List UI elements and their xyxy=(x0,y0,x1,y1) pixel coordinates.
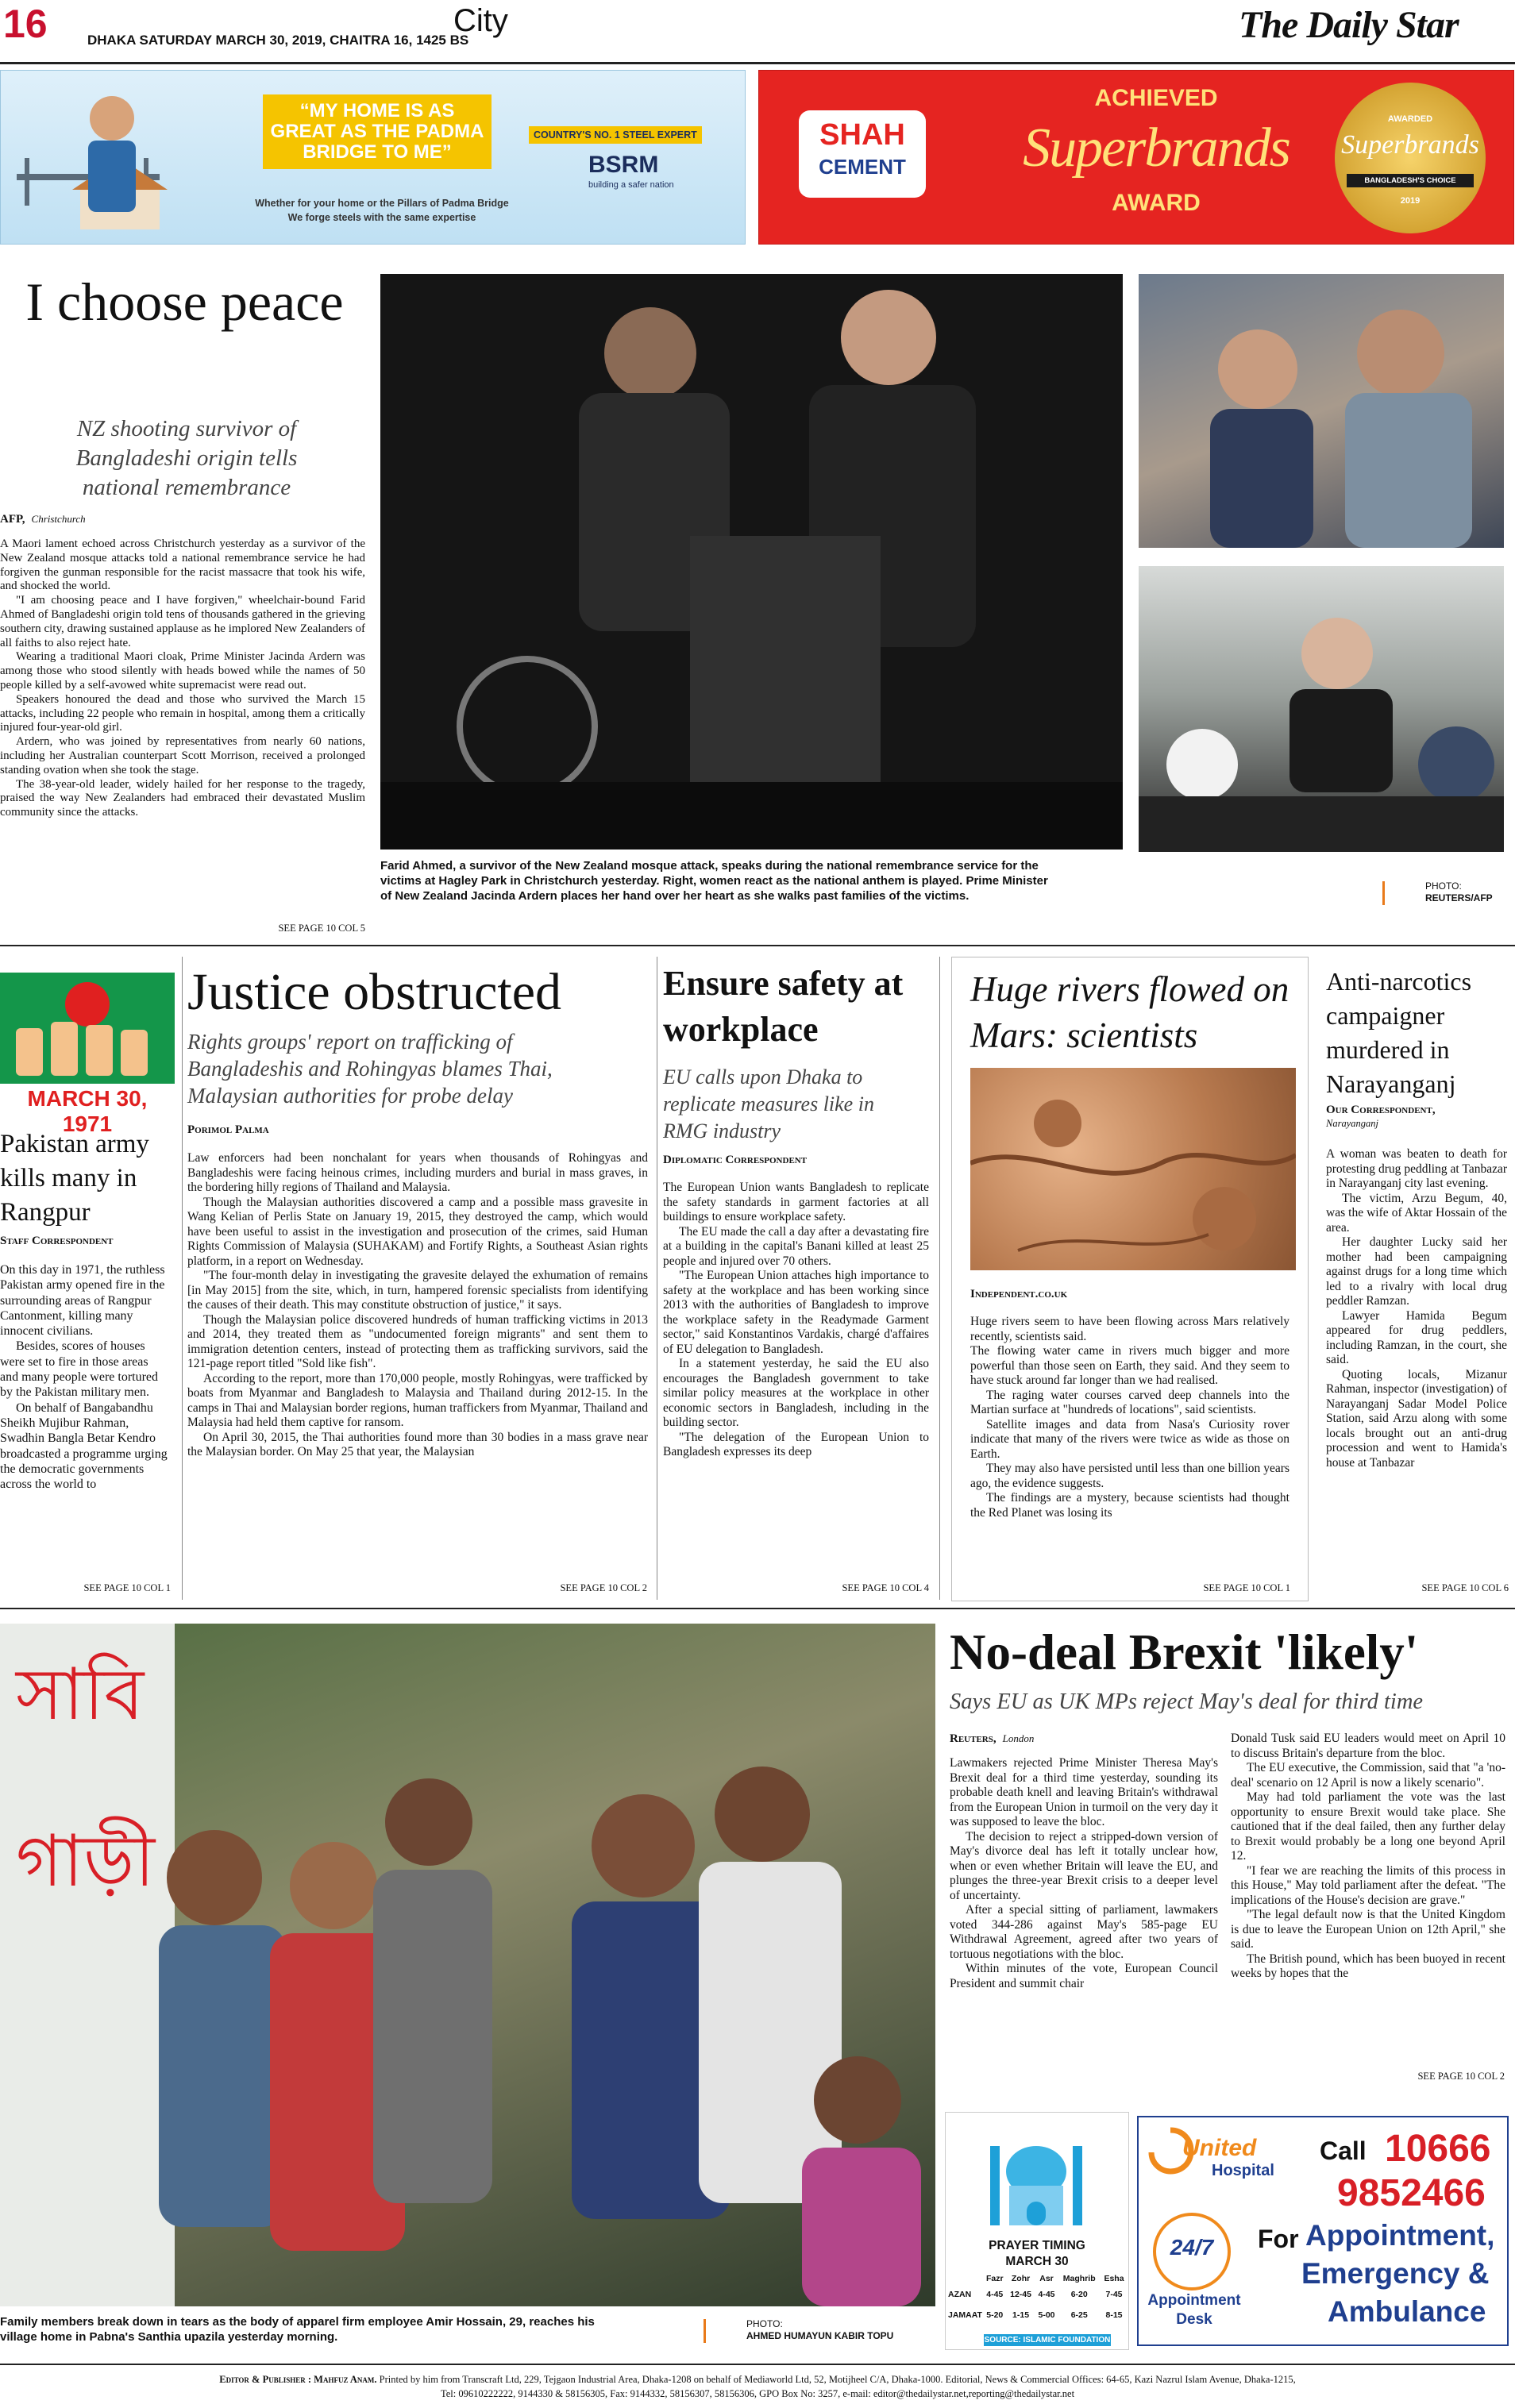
col-divider-3 xyxy=(939,957,940,1600)
bsrm-headline: “MY HOME IS AS GREAT AS THE PADMA BRIDGE TO ME” xyxy=(263,94,492,169)
bsrm-brand-tag: building a safer nation xyxy=(588,180,674,190)
justice-byline: Porimol Palma xyxy=(187,1123,269,1136)
prayer-row xyxy=(947,2284,1128,2305)
hospital-247-text: 24/7 xyxy=(1170,2235,1214,2260)
prayer-title: PRAYER TIMING xyxy=(989,2239,1085,2252)
narco-paragraph: Her daughter Lucky said her mother had been campaigning against drugs for a long time which led to a rivalry with local drug peddler Ramzan. xyxy=(1326,1235,1507,1308)
safety-subhead: EU calls upon Dhaka to replicate measures like in RMG industry xyxy=(663,1065,874,1142)
seal-main-text: Superbrands xyxy=(1341,130,1479,160)
hospital-for-label: For xyxy=(1258,2225,1299,2253)
brexit-byline-place: London xyxy=(1002,1732,1035,1744)
lead-byline-agency: AFP, xyxy=(0,513,25,526)
bsrm-brand: BSRM xyxy=(588,152,659,178)
brexit-paragraph: Donald Tusk said EU leaders would meet on April 10 to discuss Britain's departure from the bloc. xyxy=(1231,1732,1505,1760)
lead-credit-bar xyxy=(1382,881,1385,905)
mars-paragraph: Huge rivers seem to have been flowing across Mars relatively recently, scientists said. xyxy=(970,1315,1289,1343)
lead-paragraph: A Maori lament echoed across Christchurch yesterday as a survivor of the New Zealand mosque attacks told a national remembrance service he had forgiven the gunman responsible for the racist massacre that took his wife, and shocked the world. xyxy=(0,537,365,593)
ad-united-hospital[interactable] xyxy=(1137,2116,1509,2346)
lead-byline xyxy=(0,512,86,526)
page-number: 16 xyxy=(3,2,48,46)
lead-byline-place: Christchurch xyxy=(31,513,86,525)
masthead-logo: The Daily Star xyxy=(1239,4,1459,46)
prayer-table-header xyxy=(947,2273,1128,2284)
mars-paragraph: The findings are a mystery, because scientists had thought the Red Planet was losing its xyxy=(970,1491,1289,1520)
justice-paragraph: Though the Malaysian police discovered hundreds of human trafficking victims in 2013 and 2014, they treated them as "undocumented foreign migrants" and sent them to immigration detention centers, instead of protecting them as trafficking survivors, said the 121-page report titled "Sold like fish". xyxy=(187,1312,648,1370)
narco-byline: Our Correspondent, xyxy=(1326,1104,1436,1116)
footer-line-2: Tel: 09610222222, 9144330 & 58156305, Fax: 9144332, 58156307, 58156306, GPO Box No: 3257, e-mail: editor@thedailystar.net,reporting@thedailystar.net xyxy=(440,2388,1075,2399)
mars-paragraph: The raging water courses carved deep channels into the Martian surface at "hundreds of locations", said scientists. xyxy=(970,1388,1289,1416)
mars-terrain xyxy=(970,1068,1296,1270)
bsrm-tagline-2: We forge steels with the same expertise xyxy=(287,212,476,223)
bsrm-badge: COUNTRY'S NO. 1 STEEL EXPERT xyxy=(529,126,702,144)
women-scene xyxy=(1139,274,1504,548)
narco-place: Narayanganj xyxy=(1326,1118,1378,1129)
narco-paragraph: The victim, Arzu Begum, 40, was the wife of Aktar Hossain of the area. xyxy=(1326,1191,1507,1235)
prayer-cell: 8-15 xyxy=(1105,2310,1123,2320)
hospital-brand-2: Hospital xyxy=(1212,2162,1274,2179)
lead-subhead: NZ shooting survivor of Bangladeshi origin tells national remembrance xyxy=(75,416,298,500)
lead-jump[interactable]: SEE PAGE 10 COL 5 xyxy=(278,923,365,934)
mosque-icon xyxy=(981,2122,1092,2233)
history-body xyxy=(0,1262,168,1492)
footer-rule xyxy=(0,2364,1515,2365)
ad-shah-cement[interactable] xyxy=(758,70,1514,245)
justice-paragraph: According to the report, more than 170,000 people, mostly Rohingyas, were trafficked by boats from Myanmar and Bangladesh to Malaysia and Thailand during 2012-15. In the camps in Thai and Malaysian border regions, human traffickers from Myanmar, Thailand and Malaysia had held them captive for ransom. xyxy=(187,1371,648,1429)
ardern-scene xyxy=(1139,566,1504,852)
mars-body xyxy=(970,1315,1289,1520)
brexit-paragraph: The British pound, which has been buoyed in recent weeks by hopes that the xyxy=(1231,1951,1505,1980)
safety-paragraph: The EU made the call a day after a devastating fire at a building in the capital's Banani killed at least 25 people and injured over 70 others. xyxy=(663,1224,930,1268)
brexit-paragraph: May had told parliament the vote was the last opportunity to ensure Brexit would take place. She cautioned that if the deal failed, then any further delay to Brexit would probably be a long one beyond April 12. xyxy=(1231,1790,1505,1863)
mars-headline[interactable]: Huge rivers flowed on Mars: scientists xyxy=(970,969,1289,1055)
safety-headline[interactable]: Ensure safety at workplace xyxy=(663,964,904,1049)
seal-year: 2019 xyxy=(1400,196,1421,206)
lead-photo-caption: Farid Ahmed, a survivor of the New Zealand mosque attack, speaks during the national remembrance service for the victims at Hagley Park in Christchurch yesterday. Right, women react as the national anthem is played. Prime Minister of New Zealand Jacinda Ardern places her hand over her heart as she walks past families of the victims. xyxy=(380,859,1048,903)
lead-headline[interactable]: I choose peace xyxy=(25,272,344,332)
lead-photo-credit: REUTERS/AFP xyxy=(1425,892,1493,903)
hospital-call-label: Call xyxy=(1320,2136,1367,2165)
mars-paragraph: The flowing water came in rivers much bigger and more powerful than those seen on Earth, they said. And they seem to have stuck around far longer than we had realised. xyxy=(970,1344,1289,1387)
col-divider-1 xyxy=(182,957,183,1600)
hospital-number-1[interactable]: 10666 xyxy=(1385,2128,1491,2170)
brexit-headline[interactable]: No-deal Brexit 'likely' xyxy=(950,1624,1419,1680)
justice-paragraph: "The four-month delay in investigating the gravesite delayed the exhumation of remains [in May 2015] from the site, which, in turn, hampered forensic specialists from identifying the causes of their death. This may constitute obstruction of justice," it says. xyxy=(187,1269,648,1312)
lead-photo-label: PHOTO: xyxy=(1425,880,1462,892)
section-rule-1 xyxy=(0,945,1515,946)
ad-bsrm[interactable] xyxy=(0,70,746,245)
prayer-cell: 5-20 xyxy=(986,2310,1004,2320)
prayer-table xyxy=(947,2273,1128,2325)
history-headline[interactable]: Pakistan army kills many in Rangpur xyxy=(0,1130,149,1227)
prayer-date: MARCH 30 xyxy=(1005,2255,1069,2268)
brexit-jump[interactable]: SEE PAGE 10 COL 2 xyxy=(1417,2071,1505,2082)
justice-headline[interactable]: Justice obstructed xyxy=(187,963,562,1021)
women-react-photo xyxy=(1139,274,1504,548)
safety-paragraph: The European Union wants Bangladesh to replicate the safety standards in garment factories at all buildings to ensure workplace safety. xyxy=(663,1181,929,1223)
narco-paragraph: A woman was beaten to death for protesting drug peddling at Tanbazar in Narayanganj city last evening. xyxy=(1326,1147,1507,1190)
lead-paragraph: Ardern, who was joined by representatives from nearly 60 nations, including her Australian counterpart Scott Morrison, received a prolonged standing ovation when she took the stage. xyxy=(0,735,365,776)
hospital-service-1: Appointment, xyxy=(1305,2219,1495,2252)
mars-byline: Independent.co.uk xyxy=(970,1288,1068,1300)
bsrm-illustration xyxy=(1,71,271,244)
prayer-row-label: AZAN xyxy=(948,2290,972,2299)
prayer-cell: 6-25 xyxy=(1070,2310,1088,2320)
safety-jump[interactable]: SEE PAGE 10 COL 4 xyxy=(842,1582,929,1593)
narco-paragraph: Quoting locals, Mizanur Rahman, inspector (investigation) of Narayanganj Sadar Model Police Station, said Arzu along with some locals brought out an anti-drug procession and went to Hamida's house at Tanbazar xyxy=(1326,1367,1507,1470)
safety-byline: Diplomatic Correspondent xyxy=(663,1154,808,1166)
brexit-paragraph: After a special sitting of parliament, lawmakers voted 344-286 against May's 585-page EU Withdrawal Agreement, agreed after two years of tortuous negotiations with the bloc. xyxy=(950,1903,1218,1961)
hospital-brand-1: United xyxy=(1182,2135,1257,2161)
lead-paragraph: Wearing a traditional Maori cloak, Prime Minister Jacinda Ardern was among those who stood silently with heads bowed while the names of 50 people killed by a self-avowed white supremacist were read out. xyxy=(0,650,365,692)
hospital-number-2[interactable]: 9852466 xyxy=(1337,2172,1486,2214)
masthead-rule xyxy=(0,62,1515,64)
bottom-photo-credit: AHMED HUMAYUN KABIR TOPU xyxy=(746,2330,894,2341)
shah-achieved: ACHIEVED xyxy=(1094,85,1218,111)
svg-text:সাবি: সাবি xyxy=(16,1653,145,1736)
history-byline: Staff Correspondent xyxy=(0,1235,114,1247)
brexit-byline-agency: Reuters, xyxy=(950,1732,997,1745)
prayer-cell: 12-45 xyxy=(1010,2290,1031,2299)
brexit-paragraph: Lawmakers rejected Prime Minister Theresa May's Brexit deal for a third time yesterday, sounding its probable death knell and leaving Britain's withdrawal from the European Union in turmoil on the very day it was supposed to leave the bloc. xyxy=(950,1756,1218,1828)
prayer-cell: 6-20 xyxy=(1070,2290,1088,2299)
history-paragraph: On behalf of Bangabandhu Sheikh Mujibur Rahman, Swadhin Bangla Betar Kendro broadcasted a programme urging the democratic governments across the world to xyxy=(0,1400,168,1492)
prayer-source: SOURCE: ISLAMIC FOUNDATION xyxy=(984,2336,1111,2344)
hospital-service-3: Ambulance xyxy=(1328,2295,1486,2328)
brexit-paragraph: The decision to reject a stripped-down version of May's divorce deal has left it totally unclear how, when or even whether Britain will leave the EU, and plunges the three-year Brexit crisis to a deeper level of uncertainty. xyxy=(950,1829,1218,1902)
prayer-cell: 4-45 xyxy=(1038,2290,1055,2299)
prayer-col-header: Asr xyxy=(1039,2274,1054,2283)
narco-headline[interactable]: Anti-narcotics campaigner murdered in Narayanganj xyxy=(1326,967,1472,1098)
justice-subhead: Rights groups' report on trafficking of Bangladeshis and Rohingyas blames Thai, Malaysian authorities for probe delay xyxy=(187,1030,553,1108)
mars-jump[interactable]: SEE PAGE 10 COL 1 xyxy=(1203,1582,1290,1593)
shah-award: AWARD xyxy=(1112,190,1201,216)
narco-body xyxy=(1326,1147,1507,1470)
bottom-credit-bar xyxy=(704,2319,706,2343)
brexit-byline xyxy=(950,1732,1034,1746)
hospital-badge-sub-2: Desk xyxy=(1176,2311,1212,2328)
justice-jump[interactable]: SEE PAGE 10 COL 2 xyxy=(560,1582,647,1593)
bsrm-tagline-1: Whether for your home or the Pillars of Padma Bridge xyxy=(255,198,509,209)
mars-paragraph: Satellite images and data from Nasa's Curiosity rover indicate that many of the rivers were twice as wide as those on Earth. xyxy=(970,1417,1289,1461)
prayer-col-header: Maghrib xyxy=(1062,2274,1096,2283)
shah-brand-2: CEMENT xyxy=(819,155,906,179)
seal-top-text: AWARDED xyxy=(1387,114,1433,124)
lead-paragraph: "I am choosing peace and I have forgiven," wheelchair-bound Farid Ahmed of Bangladeshi origin told tens of thousands gathered in the grieving southern city, drawing sustained applause as he implored New Zealanders of all faiths to also reject hate. xyxy=(0,594,365,649)
hospital-service-2: Emergency & xyxy=(1301,2257,1490,2290)
brexit-body-col-1 xyxy=(950,1756,1218,1991)
bottom-main-photo xyxy=(0,1624,935,2306)
lead-main-photo xyxy=(380,274,1123,850)
shah-superbrands: Superbrands xyxy=(1023,118,1289,179)
bottom-photo-label: PHOTO: xyxy=(746,2318,783,2329)
brexit-body-col-2 xyxy=(1231,1732,1505,1982)
section-rule-2 xyxy=(0,1608,1515,1609)
history-paragraph: Besides, scores of houses were set to fire in those areas and many people were tortured by the Pakistan military men. xyxy=(0,1339,159,1400)
prayer-row xyxy=(947,2305,1128,2325)
justice-paragraph: Law enforcers had been nonchalant for years when thousands of Rohingyas and Bangladeshis were facing heinous crimes, including murders and burial in mass graves, in the bordering hilly regions of Thailand and Malaysia. xyxy=(187,1151,648,1194)
history-banner: MARCH 30, 1971 xyxy=(27,1086,148,1136)
shah-brand-1: SHAH xyxy=(819,118,905,152)
safety-paragraph: "The European Union attaches high importance to safety at the workplace and has been working since 2013 with the authorities of Bangladesh to improve the workplace safety in the Readymade Garment sector," said Konstantinos Vardakis, chargé d'affaires of EU delegation to Bangladesh. xyxy=(663,1269,929,1356)
brexit-paragraph: Within minutes of the vote, European Council President and summit chair xyxy=(950,1962,1218,1990)
brexit-paragraph: "I fear we are reaching the limits of this process in this House," May told parliament after the defeat. "The implications of the House's decision are grave." xyxy=(1231,1863,1505,1907)
footer-editor: Editor & Publisher : Mahfuz Anam. xyxy=(219,2374,377,2385)
justice-body xyxy=(187,1151,648,1460)
prayer-cell: 1-15 xyxy=(1012,2310,1030,2320)
dateline: DHAKA SATURDAY MARCH 30, 2019, CHAITRA 16, 1425 BS xyxy=(87,33,469,48)
safety-paragraph: In a statement yesterday, he said the EU also encourages the Bangladesh government to take similar policy measures at the workplace in other economic sectors in Bangladesh, including in the building sector. xyxy=(663,1357,929,1429)
prayer-cell: 7-45 xyxy=(1105,2290,1123,2299)
brexit-paragraph: "The legal default now is that the United Kingdom is due to leave the European Union on 12th April," she said. xyxy=(1231,1908,1505,1951)
bottom-photo-caption: Family members break down in tears as the body of apparel firm employee Amir Hossain, 29, reaches his village home in Pabna's Santhia upazila yesterday morning. xyxy=(0,2315,595,2344)
history-jump[interactable]: SEE PAGE 10 COL 1 xyxy=(83,1582,171,1593)
safety-paragraph: "The delegation of the European Union to Bangladesh expresses its deep xyxy=(663,1430,929,1458)
prayer-col-header: Fazr xyxy=(985,2274,1004,2283)
prayer-col-header: Zohr xyxy=(1011,2274,1031,2283)
prayer-col-header: Esha xyxy=(1104,2274,1124,2283)
narco-jump[interactable]: SEE PAGE 10 COL 6 xyxy=(1421,1582,1509,1593)
lead-paragraph: Speakers honoured the dead and those who survived the March 15 attacks, including 22 people who remain in hospital, among them a critically injured four-year-old girl. xyxy=(0,692,365,734)
prayer-cell: 4-45 xyxy=(986,2290,1004,2299)
hospital-badge-sub-1: Appointment xyxy=(1147,2292,1241,2309)
mars-photo xyxy=(970,1068,1296,1270)
brexit-subhead: Says EU as UK MPs reject May's deal for third time xyxy=(950,1689,1424,1714)
justice-paragraph: On April 30, 2015, the Thai authorities found more than 30 bodies in a mass grave near the Malaysian border. On May 25 that year, the Malaysian xyxy=(187,1430,648,1458)
flag-fists-icon xyxy=(0,973,175,1084)
history-paragraph: On this day in 1971, the ruthless Pakistan army opened fire in the surrounding areas of Rangpur Cantonment, killing many innocent civilians. xyxy=(0,1263,165,1339)
narco-paragraph: Lawyer Hamida Begum appeared for drug peddlers, including Ramzan, in the court, she said. xyxy=(1326,1308,1507,1366)
ardern-photo xyxy=(1139,566,1504,852)
justice-paragraph: Though the Malaysian authorities discovered a camp and a possible mass gravesite in Wang Kelian of Perlis State on January 19, 2015, they destroyed the camp, which would have been useful to assist in the investigation and prosecution of the crimes, said Human Rights Commission of Malaysia (SUHAKAM) and Fortify Rights, a Southeast Asian rights platform, in a report on Wednesday. xyxy=(187,1195,648,1268)
stage-scene xyxy=(380,274,1123,850)
prayer-cell: 5-00 xyxy=(1038,2310,1055,2320)
section-label: City xyxy=(453,3,508,38)
lead-body xyxy=(0,537,365,820)
seal-ribbon: BANGLADESH'S CHOICE xyxy=(1347,174,1474,187)
history-graphic xyxy=(0,973,175,1084)
brexit-paragraph: The EU executive, the Commission, said that "a 'no-deal' scenario on 12 April is now a likely scenario". xyxy=(1231,1761,1505,1790)
footer-address: Printed by him from Transcraft Ltd, 229, Tejgaon Industrial Area, Dhaka-1208 on behalf of Mediaworld Ltd, 52, Motijheel C/A, Dhaka-1000. Editorial, News & Commercial Offices: 64-65, Kazi Nazrul Islam Avenue, Dhaka-1215, xyxy=(379,2374,1296,2385)
svg-text:গাড়ী: গাড়ী xyxy=(16,1820,156,1903)
footer-line-1 xyxy=(0,2374,1515,2386)
safety-body xyxy=(663,1181,929,1460)
lead-paragraph: The 38-year-old leader, widely hailed for her response to the tragedy, praised the way New Zealanders had embraced their devastated Muslim community since the attacks. xyxy=(0,777,365,819)
prayer-row-label: JAMAAT xyxy=(948,2310,982,2320)
mars-paragraph: They may also have persisted until less than one billion years ago, the evidence suggests. xyxy=(970,1462,1289,1490)
mourning-scene xyxy=(0,1624,935,2306)
